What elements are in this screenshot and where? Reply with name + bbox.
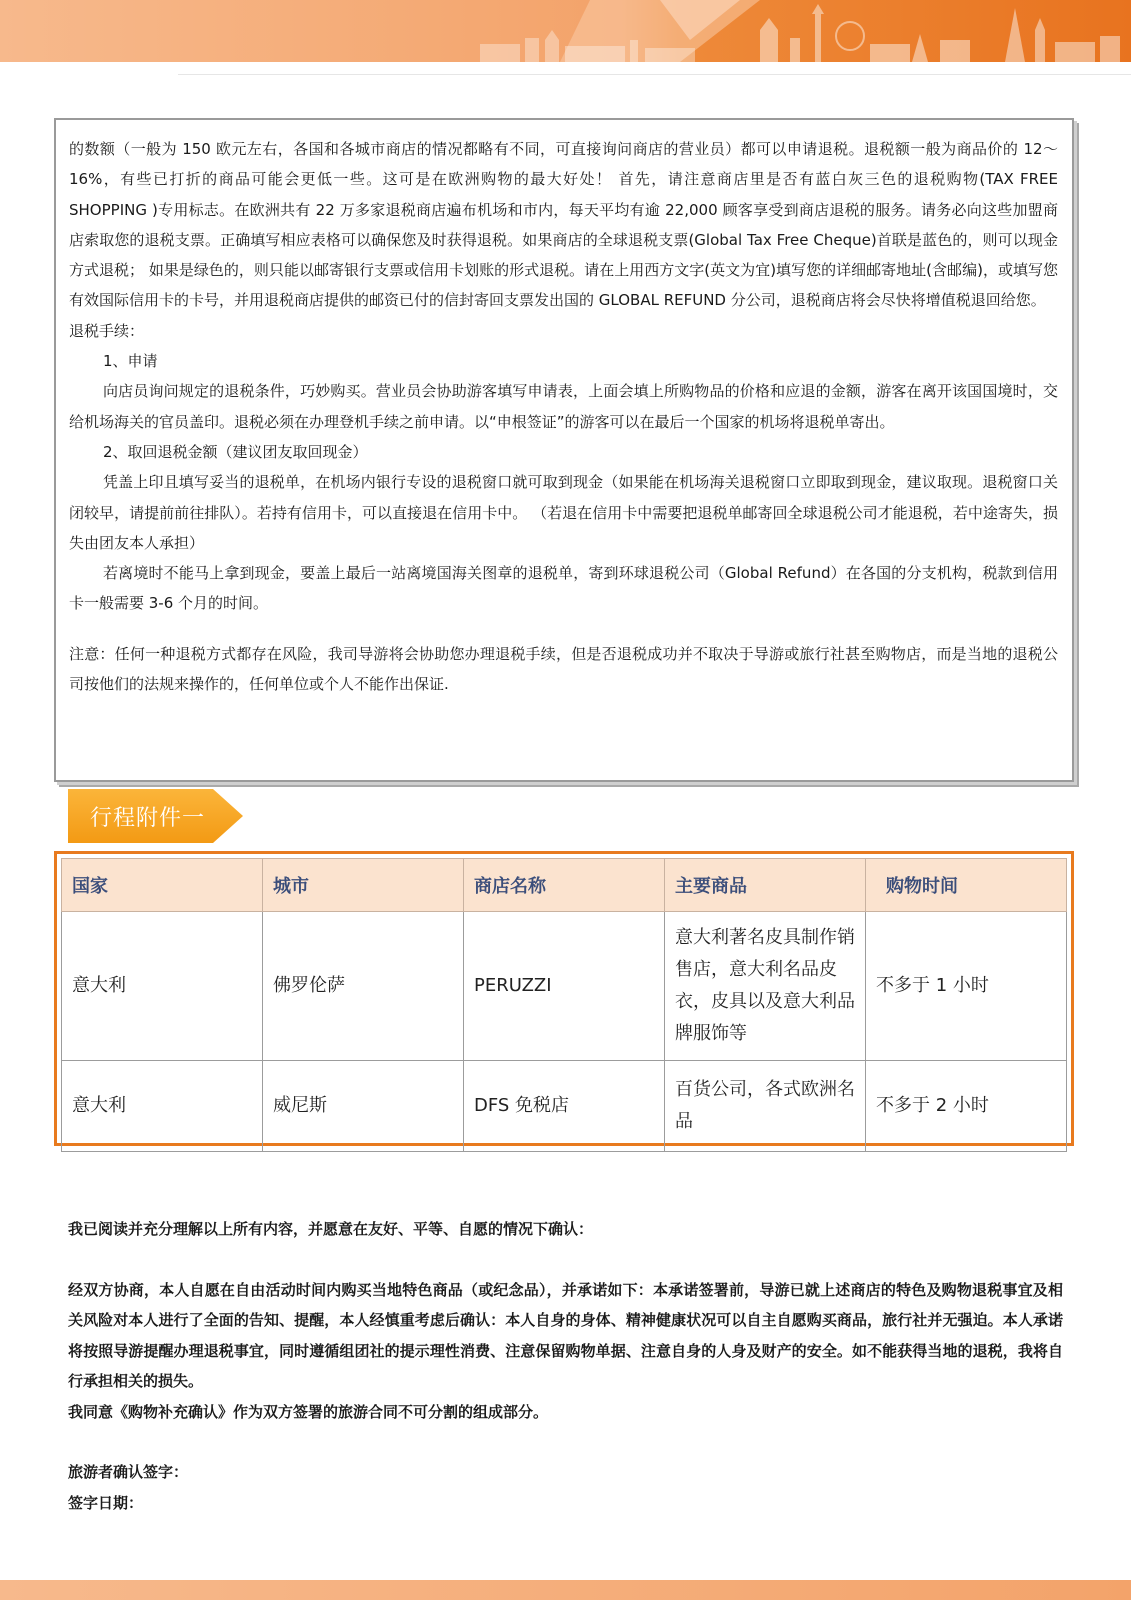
signature-label: 旅游者确认签字： xyxy=(68,1463,189,1481)
column-header-city: 城市 xyxy=(263,859,464,912)
column-header-shop-name: 商店名称 xyxy=(464,859,665,912)
step2-text-2: 若离境时不能马上拿到现金，要盖上最后一站离境国海关图章的退税单，寄到环球退税公司（Global Refund）在各国的分支机构，税款到信用卡一般需要 3-6 个月的时间。 xyxy=(69,564,1058,613)
date-label: 签字日期： xyxy=(68,1493,144,1512)
section-tab xyxy=(68,789,248,843)
table-row xyxy=(62,912,1067,1061)
spacer xyxy=(68,1245,1063,1275)
table-cell-country: 意大利 xyxy=(62,1061,263,1152)
header-divider xyxy=(178,74,1131,75)
table-cell-main-goods: 意大利著名皮具制作销售店，意大利名品皮衣，皮具以及意大利品牌服饰等 xyxy=(665,912,866,1061)
spacer xyxy=(69,619,1058,639)
table-cell-shopping-time: 不多于 2 小时 xyxy=(866,1061,1067,1152)
agreement-text: 经双方协商，本人自愿在自由活动时间内购买当地特色商品（或纪念品），并承诺如下：本承诺签署前，导游已就上述商店的特色及购物退税事宜及相关风险对本人进行了全面的告知、提醒，本人经慎重考虑后确认：本人自身的身体、精神健康状况可以自主自愿购买商品，旅行社并无强迫。本人承诺将按照导游提醒办理退税事宜，同时遵循组团社的提示理性消费、注意保留购物单据、注意自身的人身及财产的安全。如不能获得当地的退税，我将自行承担相关的损失。 xyxy=(68,1280,1063,1390)
footer-bar xyxy=(0,1580,1131,1600)
column-header-shopping-time: 购物时间 xyxy=(866,859,1067,912)
spacer xyxy=(68,1427,1063,1457)
table-cell-main-goods: 百货公司，各式欧洲名品 xyxy=(665,1061,866,1152)
table-cell-shop-name: PERUZZI xyxy=(464,912,665,1061)
confirmation-statement: 我已阅读并充分理解以上所有内容，并愿意在友好、平等、自愿的情况下确认： xyxy=(68,1220,594,1238)
table-cell-shop-name: DFS 免税店 xyxy=(464,1061,665,1152)
procedure-title: 退税手续： xyxy=(69,321,145,340)
header-banner xyxy=(0,0,1131,62)
table-cell-country: 意大利 xyxy=(62,912,263,1061)
table-cell-city: 威尼斯 xyxy=(263,1061,464,1152)
shop-table xyxy=(61,858,1067,1152)
shop-table-frame xyxy=(54,851,1074,1146)
step1-title: 1、申请 xyxy=(103,352,158,371)
table-cell-shopping-time: 不多于 1 小时 xyxy=(866,912,1067,1061)
risk-note: 注意：任何一种退税方式都存在风险，我司导游将会协助您办理退税手续，但是否退税成功并不取决于导游或旅行社甚至购物店，而是当地的退税公司按他们的法规来操作的，任何单位或个人不能作出保证. xyxy=(69,644,1058,694)
confirmation-section xyxy=(68,1214,1063,1518)
tax-refund-paragraph: 的数额（一般为 150 欧元左右，各国和各城市商店的情况都略有不同，可直接询问商店的营业员）都可以申请退税。退税额一般为商品价的 12～16%，有些已打折的商品可能会更低一些。这可是在欧洲购物的最大好处！ 首先，请注意商店里是否有蓝白灰三色的退税购物(TAX FREE SHOPPING )专用标志。在欧洲共有 22 万多家退税商店遍布机场和市内，每天平均有逾 22,000 顾客享受到商店退税的服务。请务必向这些加盟商店索取您的退税支票。正确填写相应表格可以确保您及时获得退税。如果商店的全球退税支票(Global Tax Free Cheque)首联是蓝色的，则可以现金方式退税； 如果是绿色的，则只能以邮寄银行支票或信用卡划账的形式退税。请在上用西方文字(英文为宜)填写您的详细邮寄地址(含邮编)，或填写您有效国际信用卡的卡号，并用退税商店提供的邮资已付的信封寄回支票发出国的 GLOBAL REFUND 分公司，退税商店将会尽快将增值税退回给您。 xyxy=(69,140,1058,310)
step2-title: 2、取回退税金额（建议团友取回现金） xyxy=(103,442,368,461)
step2-text-1: 凭盖上印且填写妥当的退税单，在机场内银行专设的退税窗口就可取到现金（如果能在机场海关退税窗口立即取到现金，建议取现。退税窗口关闭较早，请提前前往排队）。若持有信用卡，可以直接退在信用卡中。 （若退在信用卡中需要把退税单邮寄回全球退税公司才能退税，若中途寄失，损失由团友本人承担） xyxy=(69,473,1058,552)
step1-text: 向店员询问规定的退税条件，巧妙购买。营业员会协助游客填写申请表，上面会填上所购物品的价格和应退的金额，游客在离开该国国境时，交给机场海关的官员盖印。退税必须在办理登机手续之前申请。以“申根签证”的游客可以在最后一个国家的机场将退税单寄出。 xyxy=(69,382,1058,431)
tax-refund-textbox xyxy=(54,118,1074,782)
column-header-country: 国家 xyxy=(62,859,263,912)
column-header-main-goods: 主要商品 xyxy=(665,859,866,912)
table-row xyxy=(62,1061,1067,1152)
consent-text: 我同意《购物补充确认》作为双方签署的旅游合同不可分割的组成部分。 xyxy=(68,1402,549,1421)
table-header-row xyxy=(62,859,1067,912)
section-tab-label: 行程附件一 xyxy=(90,806,206,831)
table-cell-city: 佛罗伦萨 xyxy=(263,912,464,1061)
